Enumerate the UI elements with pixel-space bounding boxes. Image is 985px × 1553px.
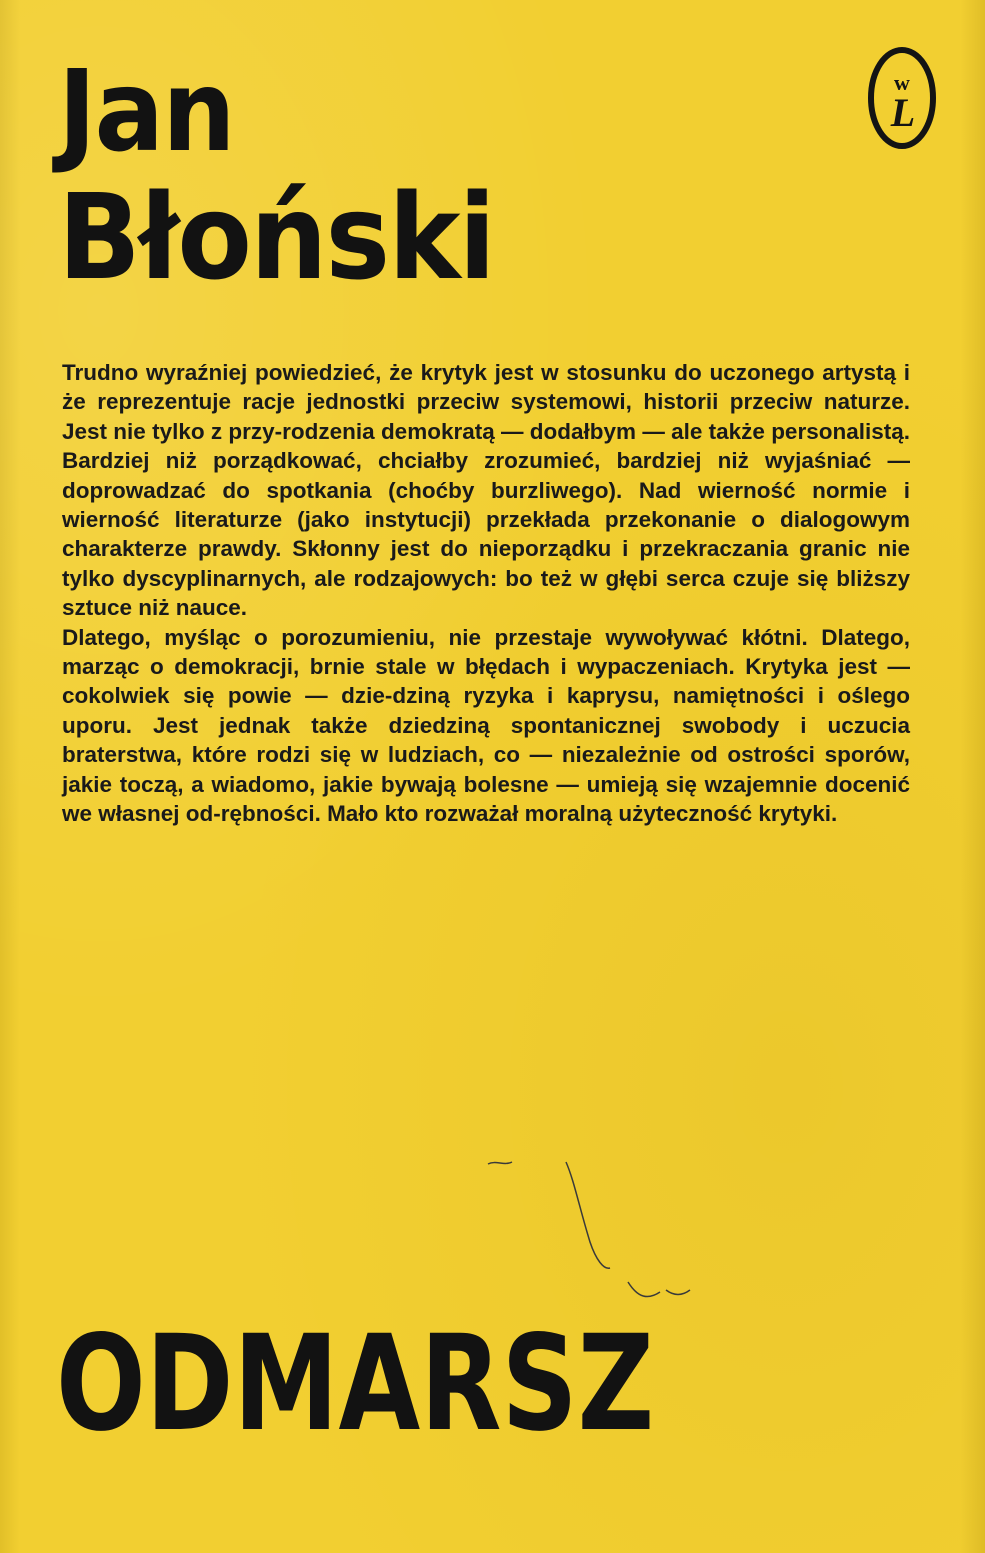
book-title: ODMARSZ [56, 1307, 655, 1461]
svg-text:w: w [894, 70, 910, 95]
svg-text:L: L [890, 90, 916, 135]
author-first-name: Jan [58, 47, 234, 177]
back-cover-blurb [62, 358, 910, 829]
pen-scribble-marks [470, 1150, 710, 1320]
wl-publisher-logo-icon [863, 42, 941, 154]
author-last-name: Błoński [58, 168, 495, 306]
blurb-paragraph: Dlatego, myśląc o porozumieniu, nie przestaje wywoływać kłótni. Dlatego, marząc o demokracji, brnie stale w błędach i wypaczeniach. Krytyka jest — cokolwiek się powie — dzie-dziną ryzyka i kaprysu, namiętności i oślego uporu. Jest jednak także dziedziną spontanicznej swobody i uczucia braterstwa, które rodzi się w ludziach, co — niezależnie od ostrości sporów, jakie toczą, a wiadomo, jakie bywają bolesne — umieją się wzajemnie docenić we własnej od-rębności. Mało kto rozważał moralną użyteczność krytyki. [62, 624, 910, 827]
blurb-paragraph: Trudno wyraźniej powiedzieć, że krytyk jest w stosunku do uczonego artystą i że reprezentuje racje jednostki przeciw systemowi, historii przeciw naturze. Jest nie tylko z przy-rodzenia demokratą — dodałbym — ale także personalistą. Bardziej niż porządkować, chciałby zrozumieć, bardziej niż wyjaśniać — doprowadzać do spotkania (choćby burzliwego). Nad wierność normie i wierność literaturze (jako instytucji) przekłada przekonanie o dialogowym charakterze prawdy. Skłonny jest do nieporządku i przekraczania granic nie tylko dyscyplinarnych, ale rodzajowych: bo też w głębi serca czuje się bliższy sztuce niż nauce. [62, 360, 910, 621]
